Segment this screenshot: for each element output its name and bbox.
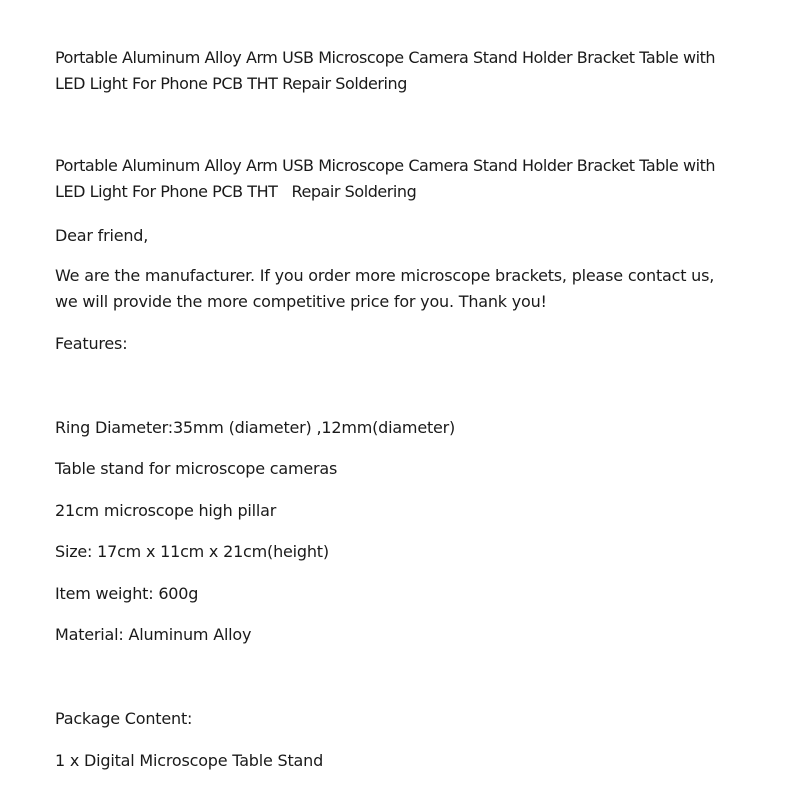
feature-item: Item weight: 600g <box>55 584 199 603</box>
package-content-heading: Package Content: <box>55 709 193 728</box>
greeting: Dear friend, <box>55 226 149 245</box>
feature-item: Material: Aluminum Alloy <box>55 625 252 644</box>
feature-item: 21cm microscope high pillar <box>55 501 277 520</box>
repeated-product-title-line-2-part-2: Repair Soldering <box>291 182 417 201</box>
features-heading: Features: <box>55 334 128 353</box>
feature-item: Table stand for microscope cameras <box>55 459 338 478</box>
feature-item: Ring Diameter:35mm (diameter) ,12mm(diameter) <box>55 418 456 437</box>
product-title-line-2: LED Light For Phone PCB THT Repair Soldering <box>55 74 407 93</box>
repeated-product-title-line-1: Portable Aluminum Alloy Arm USB Microscope Camera Stand Holder Bracket Table with <box>55 156 716 175</box>
manufacturer-message-line-1: We are the manufacturer. If you order more microscope brackets, please contact us, <box>55 266 715 285</box>
repeated-product-title-line-2 <box>55 179 416 205</box>
manufacturer-message-line-2: we will provide the more competitive price for you. Thank you! <box>55 292 547 311</box>
product-title-line-1: Portable Aluminum Alloy Arm USB Microscope Camera Stand Holder Bracket Table with <box>55 48 716 67</box>
package-item: 1 x Digital Microscope Table Stand <box>55 751 324 770</box>
repeated-product-title-line-2-part-1: LED Light For Phone PCB THT <box>55 182 278 201</box>
feature-item: Size: 17cm x 11cm x 21cm(height) <box>55 542 329 561</box>
